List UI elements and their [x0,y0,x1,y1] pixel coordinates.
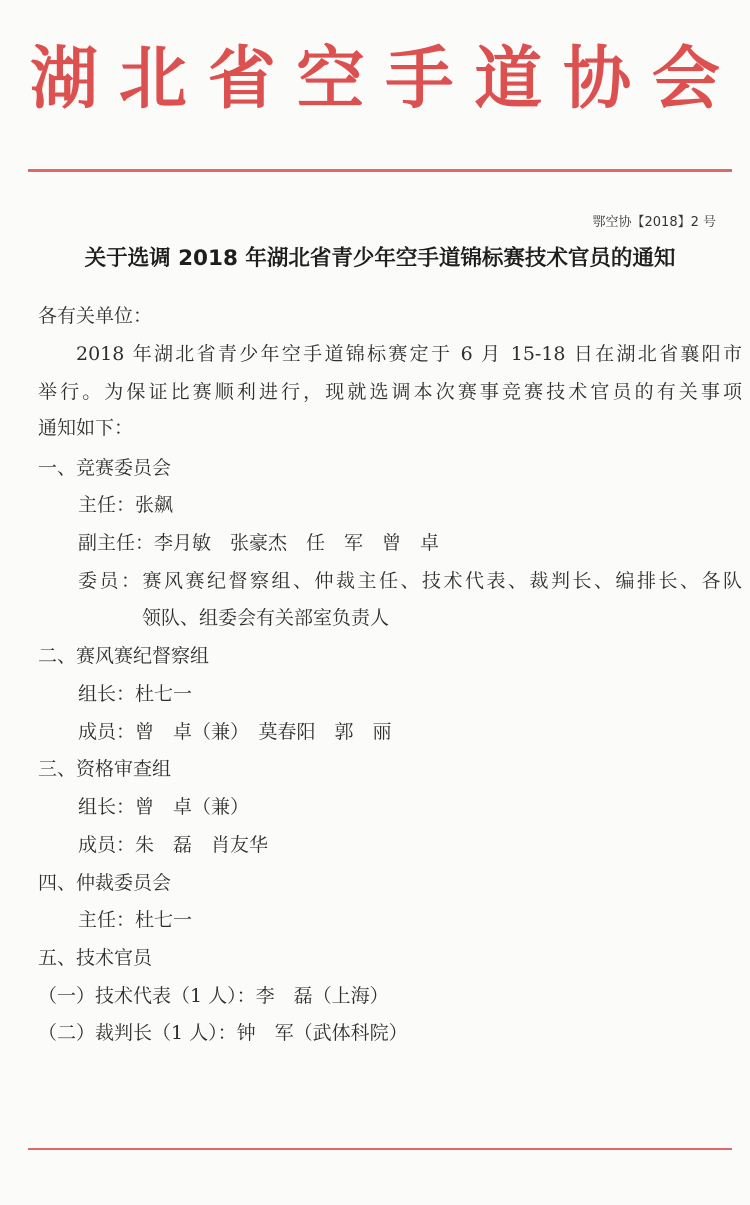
section-2-leader: 组长：杜七一 [78,683,193,705]
section-2-members: 成员：曾 卓（兼） 莫春阳 郭 丽 [78,721,392,743]
section-4-heading: 四、仲裁委员会 [38,872,172,894]
footer-divider [28,1148,732,1150]
letterhead-char: 省 [207,40,276,119]
letterhead-char: 会 [651,40,720,119]
letterhead-org-name [30,40,720,120]
intro-line-2: 举行。为保证比赛顺利进行，现就选调本次赛事竞赛技术官员的有关事项 [38,381,742,403]
document-title: 关于选调 2018 年湖北省青少年空手道锦标赛技术官员的通知 [84,246,676,271]
section-4-director: 主任：杜七一 [78,909,193,931]
section-1-director: 主任：张飙 [78,494,174,516]
section-5-item-2: （二）裁判长（1 人）：钟 军（武体科院） [38,1022,408,1044]
section-1-deputy: 副主任：李月敏 张豪杰 任 军 曾 卓 [78,532,440,554]
section-5-heading: 五、技术官员 [38,947,153,969]
section-2-heading: 二、赛风赛纪督察组 [38,645,210,667]
section-3-members: 成员：朱 磊 肖友华 [78,834,269,856]
document-number: 鄂空协【2018】2 号 [592,215,716,230]
letterhead-char: 协 [563,40,632,119]
letterhead-char: 道 [474,40,543,119]
intro-line-3: 通知如下： [38,417,134,439]
section-5-item-1: （一）技术代表（1 人）：李 磊（上海） [38,985,389,1007]
section-1-members-line-1: 委员：赛风赛纪督察组、仲裁主任、技术代表、裁判长、编排长、各队 [78,570,742,592]
letterhead-char: 手 [385,40,454,119]
letterhead-char: 空 [296,40,365,119]
letterhead-divider [28,169,732,172]
letterhead-char: 北 [118,40,187,119]
letterhead-char: 湖 [30,40,99,119]
section-1-heading: 一、竞赛委员会 [38,457,172,479]
salutation: 各有关单位： [38,305,153,327]
section-3-leader: 组长：曾 卓（兼） [78,796,250,818]
intro-line-1: 2018 年湖北省青少年空手道锦标赛定于 6 月 15-18 日在湖北省襄阳市 [76,343,742,365]
section-3-heading: 三、资格审查组 [38,758,172,780]
section-1-members-line-2: 领队、组委会有关部室负责人 [142,607,390,629]
